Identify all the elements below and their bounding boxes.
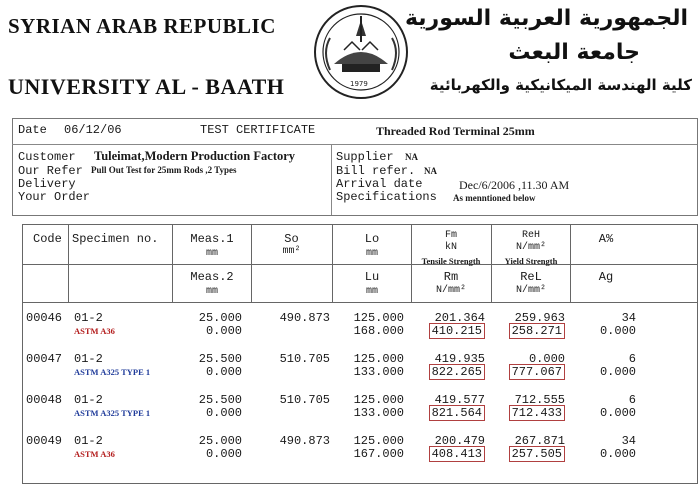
cell-so: 490.873 [279,434,330,448]
cell-rel [491,365,565,379]
header-ag: Ag [598,270,614,284]
arrival-label: Arrival date [336,177,423,191]
cell-so: 510.705 [279,393,330,407]
cell-meas1: 25.000 [198,434,242,448]
cell-so: 510.705 [279,352,330,366]
delivery-label: Delivery [18,177,76,191]
cell-material: ASTM A36 [74,449,115,459]
refer-value: Pull Out Test for 25mm Rods ,2 Types [91,165,237,175]
customer-label: Customer [18,150,76,164]
cell-specimen: 01-2 [74,352,103,366]
cell-meas2: 0.000 [205,324,242,338]
header-meas1-unit: mm [205,248,218,259]
cell-lu: 133.000 [353,406,404,420]
divider [331,145,332,215]
cell-meas1: 25.000 [198,311,242,325]
header-fm-unit: kN [444,242,457,253]
cell-a: 6 [628,393,636,407]
cell-lo: 125.000 [353,352,404,366]
header-reh-desc: Yield Strength [504,256,558,266]
bill-label: Bill refer. [336,164,416,178]
bill-value: NA [424,166,437,176]
boxed-value: 408.413 [429,446,485,462]
cell-code: 00049 [26,434,63,448]
cell-material: ASTM A325 TYPE 1 [74,367,151,377]
boxed-value: 410.215 [429,323,485,339]
header-lo: Lo [364,232,380,246]
cell-meas2: 0.000 [205,406,242,420]
spec-value: As menntioned below [453,193,536,203]
cell-so: 490.873 [279,311,330,325]
header-code: Code [33,232,62,246]
cell-fm: 200.479 [434,434,485,448]
supplier-value: NA [405,152,418,162]
header-rm-unit: N/mm² [435,285,466,296]
spec-label: Specifications [336,190,437,204]
header-meas2-unit: mm [205,286,218,297]
country-name-en: SYRIAN ARAB REPUBLIC [8,14,276,38]
cell-fm: 419.577 [434,393,485,407]
cell-rm [411,365,485,379]
cell-a: 34 [621,434,636,448]
boxed-value: 777.067 [509,364,565,380]
cell-ag: 0.000 [599,324,636,338]
cell-meas1: 25.500 [198,352,242,366]
cell-lo: 125.000 [353,311,404,325]
cell-a: 34 [621,311,636,325]
boxed-value: 822.265 [429,364,485,380]
col-divider [68,225,69,302]
boxed-value: 712.433 [509,405,565,421]
cell-reh: 712.555 [514,393,565,407]
cell-lu: 168.000 [353,324,404,338]
cell-rel [491,447,565,461]
faculty-name-ar: كلية الهندسة الميكانيكية والكهربائية [429,76,692,94]
cell-lu: 133.000 [353,365,404,379]
cell-rm [411,324,485,338]
order-label: Your Order [18,190,91,204]
cell-lo: 125.000 [353,434,404,448]
cell-reh: 0.000 [528,352,565,366]
header-a: A% [598,232,614,246]
university-name-en: UNIVERSITY AL - BAATH [8,74,285,99]
cell-specimen: 01-2 [74,393,103,407]
header-so: So [284,232,299,246]
cell-ag: 0.000 [599,365,636,379]
date-label: Date [18,123,47,137]
cell-reh: 267.871 [514,434,565,448]
cell-code: 00046 [26,311,63,325]
header-meas1: Meas.1 [190,232,234,246]
cell-reh: 259.963 [514,311,565,325]
header-lo-unit: mm [365,248,378,259]
header-reh: ReH [521,230,540,241]
header-bottom-divider [22,302,697,303]
cell-a: 6 [628,352,636,366]
cell-ag: 0.000 [599,447,636,461]
header-fm: Fm [444,230,457,241]
header-specimen: Specimen no. [72,232,159,246]
header-lu: Lu [364,270,380,284]
country-name-ar: الجمهورية العربية السورية [404,6,688,31]
cell-rm [411,447,485,461]
divider [12,144,697,145]
header-fm-desc: Tensile Strength [421,256,481,266]
header-row-divider [22,264,697,265]
customer-value: Tuleimat,Modern Production Factory [94,149,296,163]
header-so-unit: mm² [282,246,301,257]
cell-rel [491,406,565,420]
certificate-title: TEST CERTIFICATE [200,123,316,137]
cell-fm: 419.935 [434,352,485,366]
cell-rel [491,324,565,338]
header-rel: ReL [520,270,542,284]
boxed-value: 821.564 [429,405,485,421]
header-meas2: Meas.2 [190,270,234,284]
cell-code: 00048 [26,393,63,407]
cell-code: 00047 [26,352,63,366]
header-rel-unit: N/mm² [515,285,546,296]
header-rm: Rm [443,270,459,284]
cell-meas1: 25.500 [198,393,242,407]
cell-fm: 201.364 [434,311,485,325]
boxed-value: 257.505 [509,446,565,462]
arrival-value: Dec/6/2006 ,11.30 AM [459,178,570,192]
cell-meas2: 0.000 [205,365,242,379]
header-reh-unit: N/mm² [515,242,546,253]
seal-year: 1979 [350,80,368,88]
cell-specimen: 01-2 [74,434,103,448]
cell-specimen: 01-2 [74,311,103,325]
cell-ag: 0.000 [599,406,636,420]
refer-label: Our Refer [18,164,83,178]
cell-meas2: 0.000 [205,447,242,461]
cell-lo: 125.000 [353,393,404,407]
boxed-value: 258.271 [509,323,565,339]
certificate-subject: Threaded Rod Terminal 25mm [376,124,535,138]
date-value: 06/12/06 [64,123,122,137]
supplier-label: Supplier [336,150,394,164]
cell-rm [411,406,485,420]
cell-lu: 167.000 [353,447,404,461]
header-lu-unit: mm [365,286,378,297]
cell-material: ASTM A325 TYPE 1 [74,408,151,418]
university-name-ar: جامعة البعث [508,40,640,65]
cell-material: ASTM A36 [74,326,115,336]
